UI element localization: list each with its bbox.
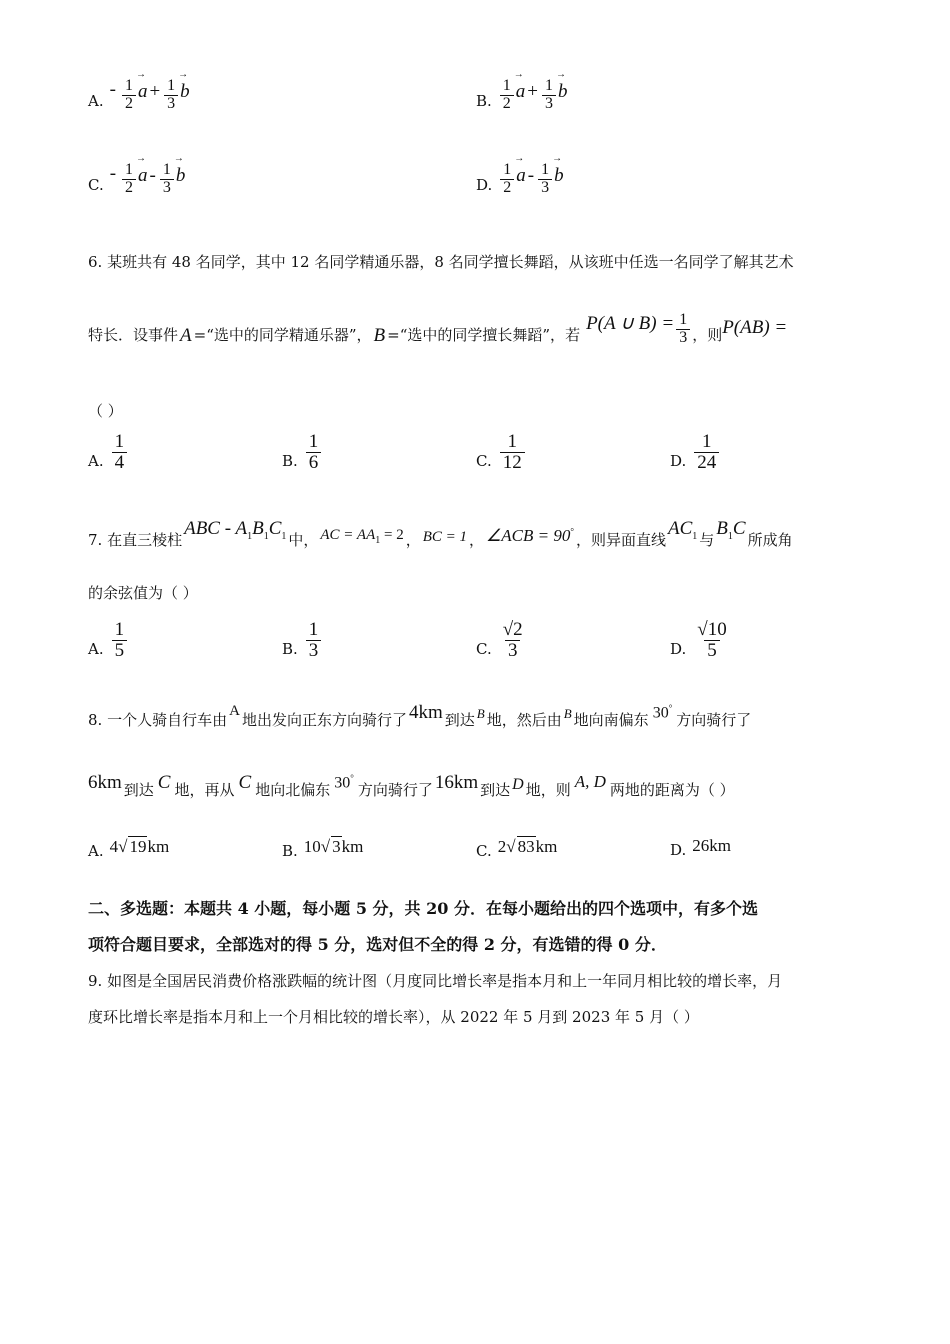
text: =“选中的同学擅长舞蹈”，若 xyxy=(387,326,581,344)
vector-b: → b xyxy=(176,165,186,197)
fraction: $\frac{1}{3}$ xyxy=(164,78,178,113)
point-a: A xyxy=(229,703,240,719)
q9-text-line1: 9. 如图是全国居民消费价格涨跌幅的统计图（月度同比增长率是指本月和上一年同月相比较的增长率，月 xyxy=(88,972,783,990)
text: ，则异面直线 xyxy=(575,530,666,549)
fraction: $\frac{1}{3}$ xyxy=(538,162,552,197)
option-label: A. xyxy=(88,91,104,110)
answer-expr: 26km xyxy=(692,836,731,855)
prism-expr: ABC - $A_1B_1C_1$ xyxy=(184,518,287,542)
q8-text-line2 xyxy=(88,772,862,800)
q7-option-a[interactable] xyxy=(88,620,129,661)
option-label: B. xyxy=(282,451,298,470)
option-label: A. xyxy=(88,451,104,470)
text: 到达 xyxy=(480,781,511,799)
probability-ab: P(AB) = xyxy=(722,317,788,338)
angle-30: 30° xyxy=(334,772,354,791)
line-b1c: $B_1C$ xyxy=(716,518,746,542)
text: 方向骑行了 xyxy=(357,781,433,799)
text: 方向骑行了 xyxy=(676,711,752,729)
answer-expr: 4√ 19km xyxy=(109,837,170,856)
point-b: B xyxy=(476,706,485,721)
q6-text-line1: 6. 某班共有 48 名同学，其中 12 名同学精通乐器，8 名同学擅长舞蹈，从该班中任选一名同学了解其艺术 xyxy=(88,253,794,271)
point-c: C xyxy=(238,772,252,793)
answer-expr: 2√ 83km xyxy=(497,837,558,856)
option-label: D. xyxy=(670,841,687,859)
option-label: D. xyxy=(670,639,687,658)
fraction: $\frac{1}{2}$ xyxy=(122,78,136,113)
operator: - xyxy=(149,164,156,186)
condition-bc: BC = 1 xyxy=(422,528,468,545)
option-label: C. xyxy=(88,175,104,194)
text: 中， xyxy=(288,530,319,549)
option-label: B. xyxy=(282,842,298,860)
option-label: D. xyxy=(670,451,687,470)
point-d: D xyxy=(512,776,524,793)
fraction: $\frac{1}{3}$ xyxy=(676,312,690,347)
text: 与 xyxy=(699,530,715,549)
q8-option-c[interactable] xyxy=(476,836,557,863)
q5-option-b[interactable] xyxy=(476,78,568,113)
text: 地向南偏东 xyxy=(573,711,649,729)
points-a-d: A, D xyxy=(574,772,606,791)
q6-option-d[interactable] xyxy=(670,432,721,473)
q8-option-d[interactable] xyxy=(670,836,731,862)
text: 地，然后由 xyxy=(486,711,562,729)
q8-option-a[interactable] xyxy=(88,836,169,863)
event-b: B xyxy=(373,325,386,346)
line-ac1: $AC_1$ xyxy=(667,518,698,542)
text: 到达 xyxy=(444,711,475,729)
text: 地向北偏东 xyxy=(255,781,331,799)
q8-text-line1 xyxy=(88,702,862,730)
text: ， xyxy=(405,530,421,549)
fraction: $\frac{√10}{5}$ xyxy=(697,619,727,661)
probability-union: P(A ∪ B) = xyxy=(586,313,675,334)
point-b: B xyxy=(563,706,572,721)
fraction: $\frac{1}{24}$ xyxy=(694,432,719,473)
q5-option-c[interactable] xyxy=(88,162,185,197)
q6-option-c[interactable] xyxy=(476,432,527,473)
q7-option-d[interactable] xyxy=(670,620,732,661)
fraction: $\frac{1}{4}$ xyxy=(112,432,128,473)
section-heading-line2: 项符合题目要求，全部选对的得 5 分，选对但不全的得 2 分，有选错的得 0 分． xyxy=(88,935,667,954)
q6-option-a[interactable] xyxy=(88,432,129,473)
event-a: A xyxy=(180,325,192,346)
q6-paren: （ ） xyxy=(88,402,123,420)
fraction: $\frac{1}{2}$ xyxy=(500,162,514,197)
text: 所成角 xyxy=(747,530,793,549)
text: =“选中的同学精通乐器”， xyxy=(193,326,372,344)
text: 地出发向正东方向骑行了 xyxy=(241,711,407,729)
vector-b: → b xyxy=(554,165,564,197)
q6-option-b[interactable] xyxy=(282,432,323,473)
vector-a: → a xyxy=(138,165,148,197)
fraction: $\frac{1}{5}$ xyxy=(112,620,128,661)
text: 特长．设事件 xyxy=(88,326,179,344)
option-label: B. xyxy=(476,91,492,110)
section-heading-line1: 二、多选题：本题共 4 小题，每小题 5 分，共 20 分．在每小题给出的四个选项中，有多个选 xyxy=(88,899,758,918)
q7-option-c[interactable] xyxy=(476,620,528,661)
distance-2: 6km xyxy=(88,772,122,793)
point-c: C xyxy=(157,772,171,793)
angle-30: 30° xyxy=(652,702,673,721)
fraction: $\frac{1}{6}$ xyxy=(306,432,322,473)
sign: - xyxy=(109,162,117,184)
option-label: B. xyxy=(282,639,298,658)
fraction: $\frac{1}{2}$ xyxy=(500,78,514,113)
text: 地，则 xyxy=(525,781,571,799)
operator: + xyxy=(149,80,161,102)
sign: - xyxy=(109,78,116,100)
option-label: C. xyxy=(476,451,492,470)
distance-1: 4km xyxy=(408,702,443,723)
text: ，则 xyxy=(692,326,723,344)
q6-text-line2 xyxy=(88,312,862,347)
vector-b: → b xyxy=(558,81,568,113)
fraction: $\frac{√2}{3}$ xyxy=(502,619,523,661)
q8-option-b[interactable] xyxy=(282,836,363,863)
option-label: C. xyxy=(476,639,492,658)
condition-ac: AC = $AA_1 = 2$ xyxy=(320,526,404,546)
vector-a: → a xyxy=(516,81,526,113)
option-label: D. xyxy=(476,175,493,194)
vector-b: → b xyxy=(180,81,190,113)
fraction: $\frac{1}{3}$ xyxy=(160,162,174,197)
distance-3: 16km xyxy=(434,772,479,793)
q5-option-d[interactable] xyxy=(476,162,564,197)
text: 8. 一个人骑自行车由 xyxy=(88,711,228,729)
option-label: A. xyxy=(88,842,104,860)
q5-option-a[interactable] xyxy=(88,78,190,113)
answer-expr: 10√ 3km xyxy=(303,837,364,856)
fraction: $\frac{1}{3}$ xyxy=(306,620,322,661)
fraction: $\frac{1}{12}$ xyxy=(500,432,525,473)
q7-text-line1 xyxy=(88,518,862,550)
text: 7. 在直三棱柱 xyxy=(88,530,183,549)
vector-a: → a xyxy=(138,81,148,113)
option-label: C. xyxy=(476,842,492,860)
text: 到达 xyxy=(123,781,154,799)
text: 地，再从 xyxy=(174,781,235,799)
fraction: $\frac{1}{2}$ xyxy=(122,162,136,197)
text: 两地的距离为（ ） xyxy=(609,781,735,799)
condition-angle: ∠ACB = 90° xyxy=(486,525,574,545)
q7-option-b[interactable] xyxy=(282,620,323,661)
option-label: A. xyxy=(88,639,104,658)
text: ， xyxy=(469,530,485,549)
vector-a: → a xyxy=(516,165,526,197)
operator: + xyxy=(527,80,539,102)
fraction: $\frac{1}{3}$ xyxy=(542,78,556,113)
operator: - xyxy=(527,164,535,186)
q9-text-line2: 度环比增长率是指本月和上一个月相比较的增长率），从 2022 年 5 月到 2023 年 5 月（ ） xyxy=(88,1008,699,1026)
q7-text-line2: 的余弦值为（ ） xyxy=(88,584,198,602)
